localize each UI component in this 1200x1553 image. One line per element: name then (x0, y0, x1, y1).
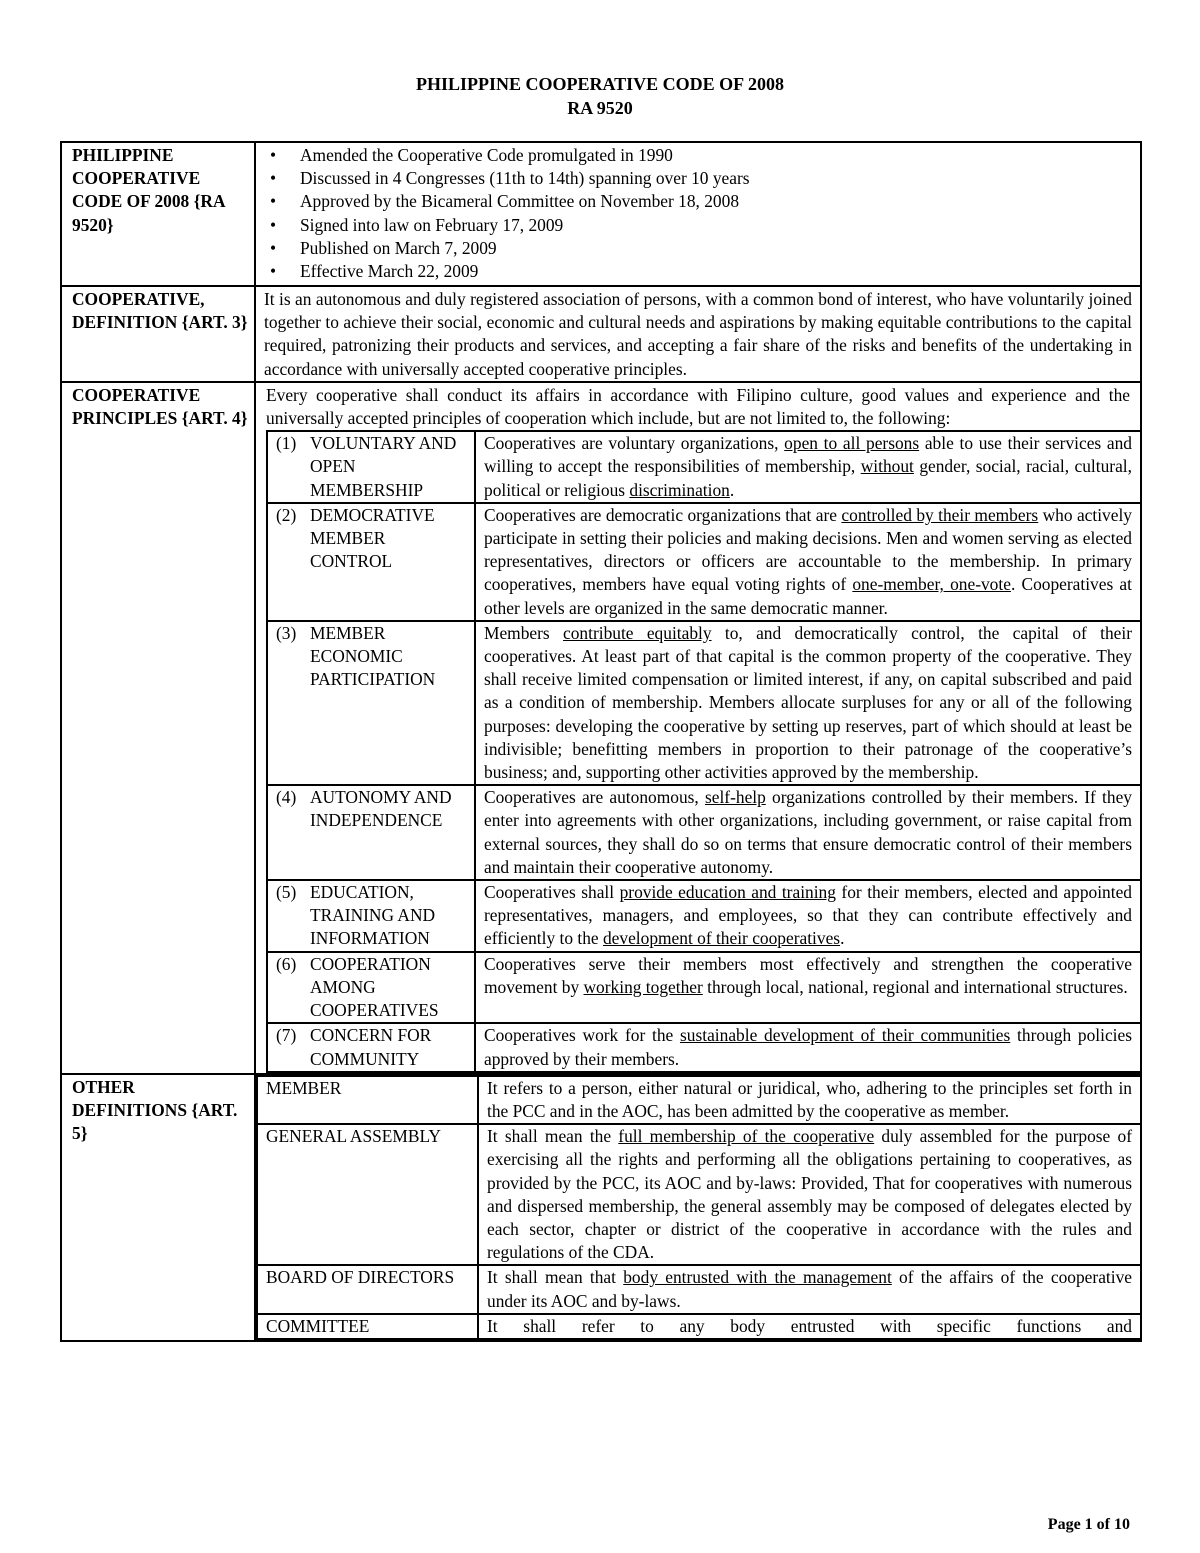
row-code (61, 142, 1141, 286)
list-item: • Signed into law on February 17, 2009 (264, 214, 1132, 237)
principle-number: (6) (276, 953, 297, 974)
row-content-code (255, 142, 1141, 286)
principle-number: (4) (276, 787, 297, 808)
principle-description: Cooperatives are autonomous, self-help organizations controlled by their members. If they enter into agreements with other organizations, including government, or raise capital from external sources, they shall do so on terms that ensure democratic control of their members and maintain their cooperative autonomy. (475, 785, 1141, 880)
table-row (267, 952, 1141, 1024)
row-content-principles (255, 382, 1141, 1074)
principle-name: VOLUNTARY AND OPEN MEMBERSHIP (310, 433, 457, 500)
table-row (257, 1265, 1141, 1313)
document-subtitle: RA 9520 (567, 98, 633, 118)
table-row (267, 880, 1141, 952)
row-principles (61, 382, 1141, 1074)
table-row (257, 1124, 1141, 1265)
row-label-definition: COOPERATIVE, DEFINITION {ART. 3} (61, 286, 255, 382)
table-row (267, 503, 1141, 621)
list-item: • Published on March 7, 2009 (264, 237, 1132, 260)
principle-number: (1) (276, 433, 297, 454)
list-item: • Approved by the Bicameral Committee on November 18, 2008 (264, 190, 1132, 213)
principle-name: MEMBER ECONOMIC PARTICIPATION (310, 622, 436, 690)
principle-description: Cooperatives work for the sustainable development of their communities through policies approved by their members. (475, 1023, 1141, 1071)
principle-description: Members contribute equitably to, and democratically control, the capital of their cooperatives. At least part of that capital is the common property of the cooperative. They shall receive limited compensation or limited interest, if any, on capital subscribed and paid as a condition of membership. Members allocate surpluses for any or all of the following purposes: developing the cooperative by setting up reserves, part of which should at least be indivisible; benefitting members in proportion to their patronage of the cooperative’s business; and, supporting other activities approved by the membership. (475, 621, 1141, 785)
definition-text: It shall mean that body entrusted with the management of the affairs of the cooperative under its AOC and by-laws. (478, 1265, 1141, 1313)
definition-term: BOARD OF DIRECTORS (257, 1265, 478, 1313)
principle-description: Cooperatives shall provide education and training for their members, elected and appointed representatives, managers, and employees, so that they can contribute effectively and efficiently to the development of their cooperatives. (475, 880, 1141, 952)
principle-description: Cooperatives are voluntary organizations, open to all persons able to use their services and willing to accept the responsibilities of membership, without gender, social, racial, cultural, political or religious discrimination. (475, 431, 1141, 503)
principle-name: AUTONOMY AND INDEPENDENCE (310, 787, 452, 831)
row-other-definitions (61, 1074, 1141, 1341)
principle-number: (2) (276, 504, 297, 525)
definition-term: COMMITTEE (257, 1314, 478, 1339)
principle-number: (7) (276, 1025, 297, 1046)
row-label-other-definitions: OTHER DEFINITIONS {ART. 5} (61, 1074, 255, 1341)
bullet-list (264, 144, 1132, 283)
row-label-principles: COOPERATIVE PRINCIPLES {ART. 4} (61, 382, 255, 1074)
principle-description: Cooperatives are democratic organizations that are controlled by their members who actively participate in setting their policies and making decisions. Men and women serving as elected representatives, directors or officers are accountable to the membership. In primary cooperatives, members have equal voting rights of one-member, one-vote. Cooperatives at other levels are organized in the same democratic manner. (475, 503, 1141, 621)
definition-text: It refers to a person, either natural or juridical, who, adhering to the principles set forth in the PCC and in the AOC, has been admitted by the cooperative as member. (478, 1076, 1141, 1124)
document-title-block (0, 72, 1200, 120)
definition-term: MEMBER (257, 1076, 478, 1124)
table-row (257, 1314, 1141, 1339)
principle-name: DEMOCRATIVE MEMBER CONTROL (310, 504, 435, 572)
definitions-table (256, 1075, 1142, 1340)
principles-intro: Every cooperative shall conduct its affairs in accordance with Filipino culture, good values and experience and the universally accepted principles of cooperation which include, but are not limited to, the following: (266, 384, 1130, 429)
principle-number: (5) (276, 882, 297, 903)
page-number: Page 1 of 10 (1047, 1516, 1130, 1533)
row-label-code: PHILIPPINE COOPERATIVE CODE OF 2008 {RA 9520} (61, 142, 255, 286)
definition-term: GENERAL ASSEMBLY (257, 1124, 478, 1265)
principle-name: EDUCATION, TRAINING AND INFORMATION (310, 882, 436, 949)
principle-number: (3) (276, 622, 297, 643)
row-definition (61, 286, 1141, 382)
definition-text: It shall refer to any body entrusted with specific functions and (478, 1314, 1141, 1339)
principles-table (266, 430, 1142, 1072)
row-content-other-definitions (255, 1074, 1141, 1341)
code-summary-table (60, 141, 1142, 1342)
principle-name: CONCERN FOR COMMUNITY (310, 1025, 432, 1069)
table-row (267, 431, 1141, 503)
table-row (257, 1076, 1141, 1124)
list-item: • Effective March 22, 2009 (264, 260, 1132, 283)
table-row (267, 785, 1141, 880)
principle-description: Cooperatives serve their members most effectively and strengthen the cooperative movement by working together through local, national, regional and international structures. (475, 952, 1141, 1024)
row-content-definition: It is an autonomous and duly registered association of persons, with a common bond of interest, who have voluntarily joined together to achieve their social, economic and cultural needs and aspirations by making equitable contributions to the capital required, patronizing their products and services, and accepting a fair share of the risks and benefits of the undertaking in accordance with universally accepted cooperative principles. (255, 286, 1141, 382)
list-item: • Amended the Cooperative Code promulgated in 1990 (264, 144, 1132, 167)
definition-text: It shall mean the full membership of the cooperative duly assembled for the purpose of exercising all the rights and performing all the obligations pertaining to cooperatives, as provided by the PCC, its AOC and by-laws: Provided, That for cooperatives with numerous and dispersed membership, the general assembly may be composed of delegates elected by each sector, chapter or district of the cooperative in accordance with the rules and regulations of the CDA. (478, 1124, 1141, 1265)
list-item: • Discussed in 4 Congresses (11th to 14th) spanning over 10 years (264, 167, 1132, 190)
table-row (267, 1023, 1141, 1071)
document-title: PHILIPPINE COOPERATIVE CODE OF 2008 (415, 74, 785, 94)
principle-name: COOPERATION AMONG COOPERATIVES (310, 953, 439, 1021)
table-row (267, 621, 1141, 785)
